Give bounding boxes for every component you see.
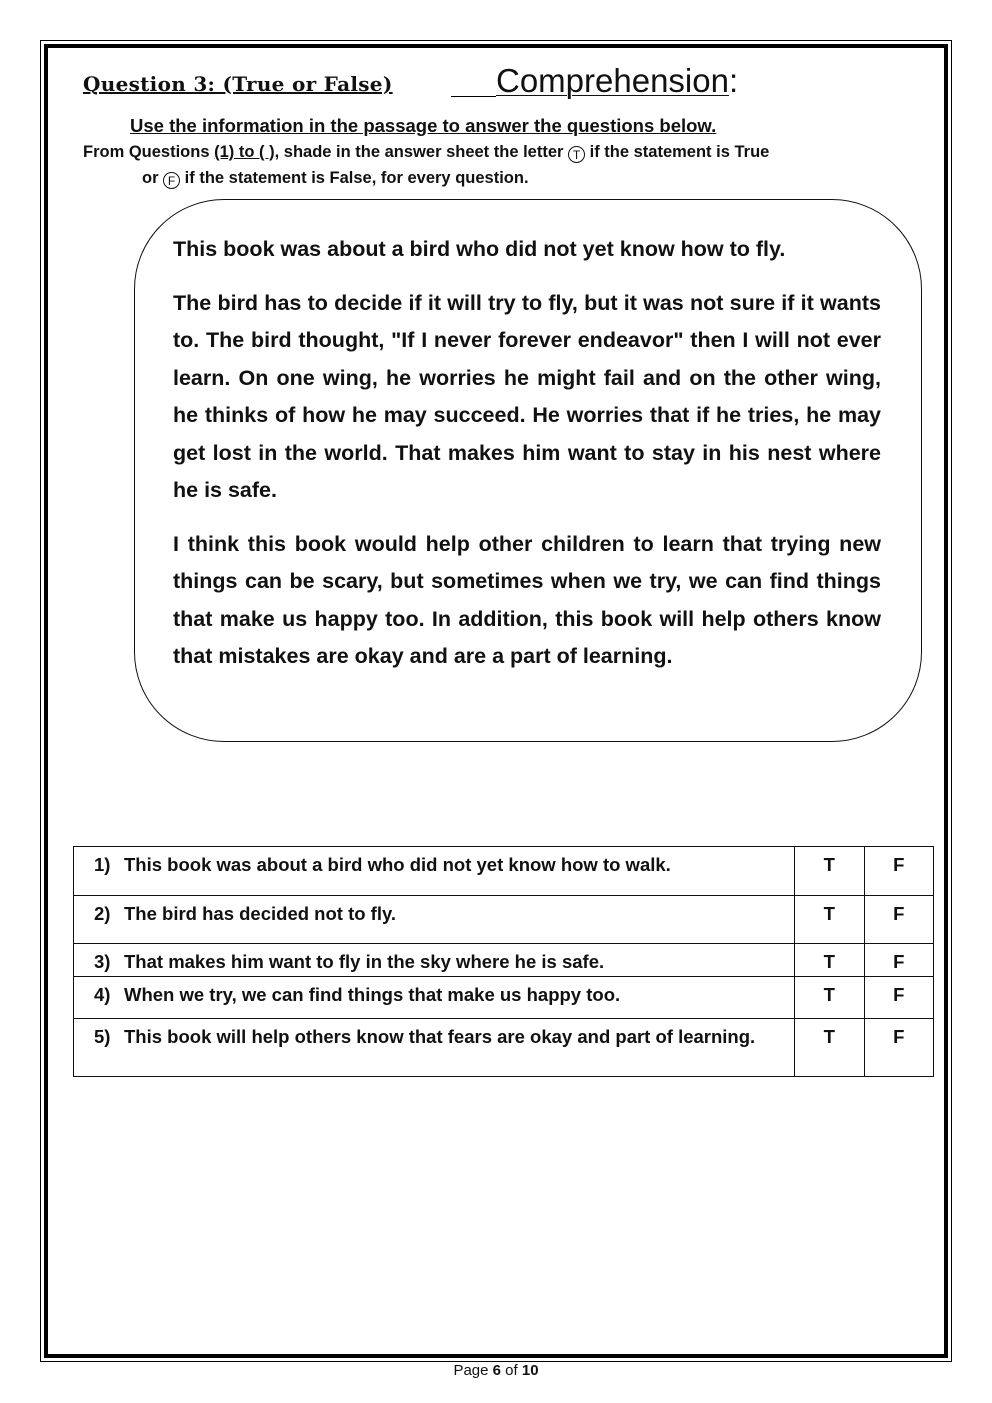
comprehension-title [496,62,738,100]
page-total: 10 [521,1362,539,1379]
question-text: When we try, we can find things that make us happy too. [124,984,621,1005]
option-false[interactable]: F [864,847,934,896]
question-number: 4) [94,984,111,1005]
page-of: of [501,1362,522,1379]
table-row [74,847,934,896]
question-text: The bird has decided not to fly. [124,903,397,924]
instruction-line-2 [83,143,769,163]
option-true[interactable]: T [795,847,865,896]
reading-passage [173,231,881,692]
section-header [83,62,783,102]
instruction-false-suffix: if the statement is False, for every question. [180,169,529,187]
table-row [74,1019,934,1077]
option-true[interactable]: T [795,896,865,944]
table-row [74,944,934,977]
passage-paragraph-3: I think this book would help other children to learn that trying new things can be scary, but sometimes when we try, we can find things that make us happy too. In addition, this book will help others know that mistakes are okay and are a part of learning. [173,531,881,668]
instruction-mid: shade in the answer sheet the letter [279,143,569,161]
question-number: 3) [94,951,111,972]
title-underline-rule [451,96,496,97]
page-footer [0,1362,992,1379]
question-text: This book will help others know that fears are okay and part of learning. [124,1026,756,1047]
page-label: Page [453,1362,493,1379]
option-false[interactable]: F [864,944,934,977]
comprehension-word: Comprehension [496,62,729,99]
option-true[interactable]: T [795,1019,865,1077]
page-current: 6 [492,1362,501,1379]
instruction-or: or [142,169,164,187]
option-false[interactable]: F [864,896,934,944]
true-false-table [73,846,934,1077]
question-text: That makes him want to fly in the sky where he is safe. [124,951,605,972]
instruction-line-3 [142,169,529,189]
question-number: 1) [94,854,111,875]
comprehension-colon: : [728,62,739,99]
question-text: This book was about a bird who did not yet know how to walk. [124,854,671,875]
circled-f-icon: F [163,172,180,189]
instruction-true-suffix: if the statement is True [585,143,770,161]
circled-t-icon: T [568,146,585,163]
question-title: Question 3: (True or False) [83,72,393,96]
question-range: (1) to ( ), [214,143,280,161]
passage-paragraph-2: The bird has to decide if it will try to fly, but it was not sure if it wants to. The bird thought, "If I never forever endeavor" then I will not ever learn. On one wing, he worries he might fail and on the other wing, he thinks of how he may succeed. He worries that if he tries, he may get lost in the world. That makes him want to stay in his nest where he is safe. [173,290,881,502]
table-row [74,977,934,1019]
instruction-line-1: Use the information in the passage to answer the questions below. [130,115,717,136]
question-number: 5) [94,1026,111,1047]
option-false[interactable]: F [864,1019,934,1077]
question-number: 2) [94,903,111,924]
option-true[interactable]: T [795,944,865,977]
instruction-prefix: From Questions [83,143,215,161]
option-true[interactable]: T [795,977,865,1019]
option-false[interactable]: F [864,977,934,1019]
table-row [74,896,934,944]
passage-paragraph-1: This book was about a bird who did not yet know how to fly. [173,237,786,261]
